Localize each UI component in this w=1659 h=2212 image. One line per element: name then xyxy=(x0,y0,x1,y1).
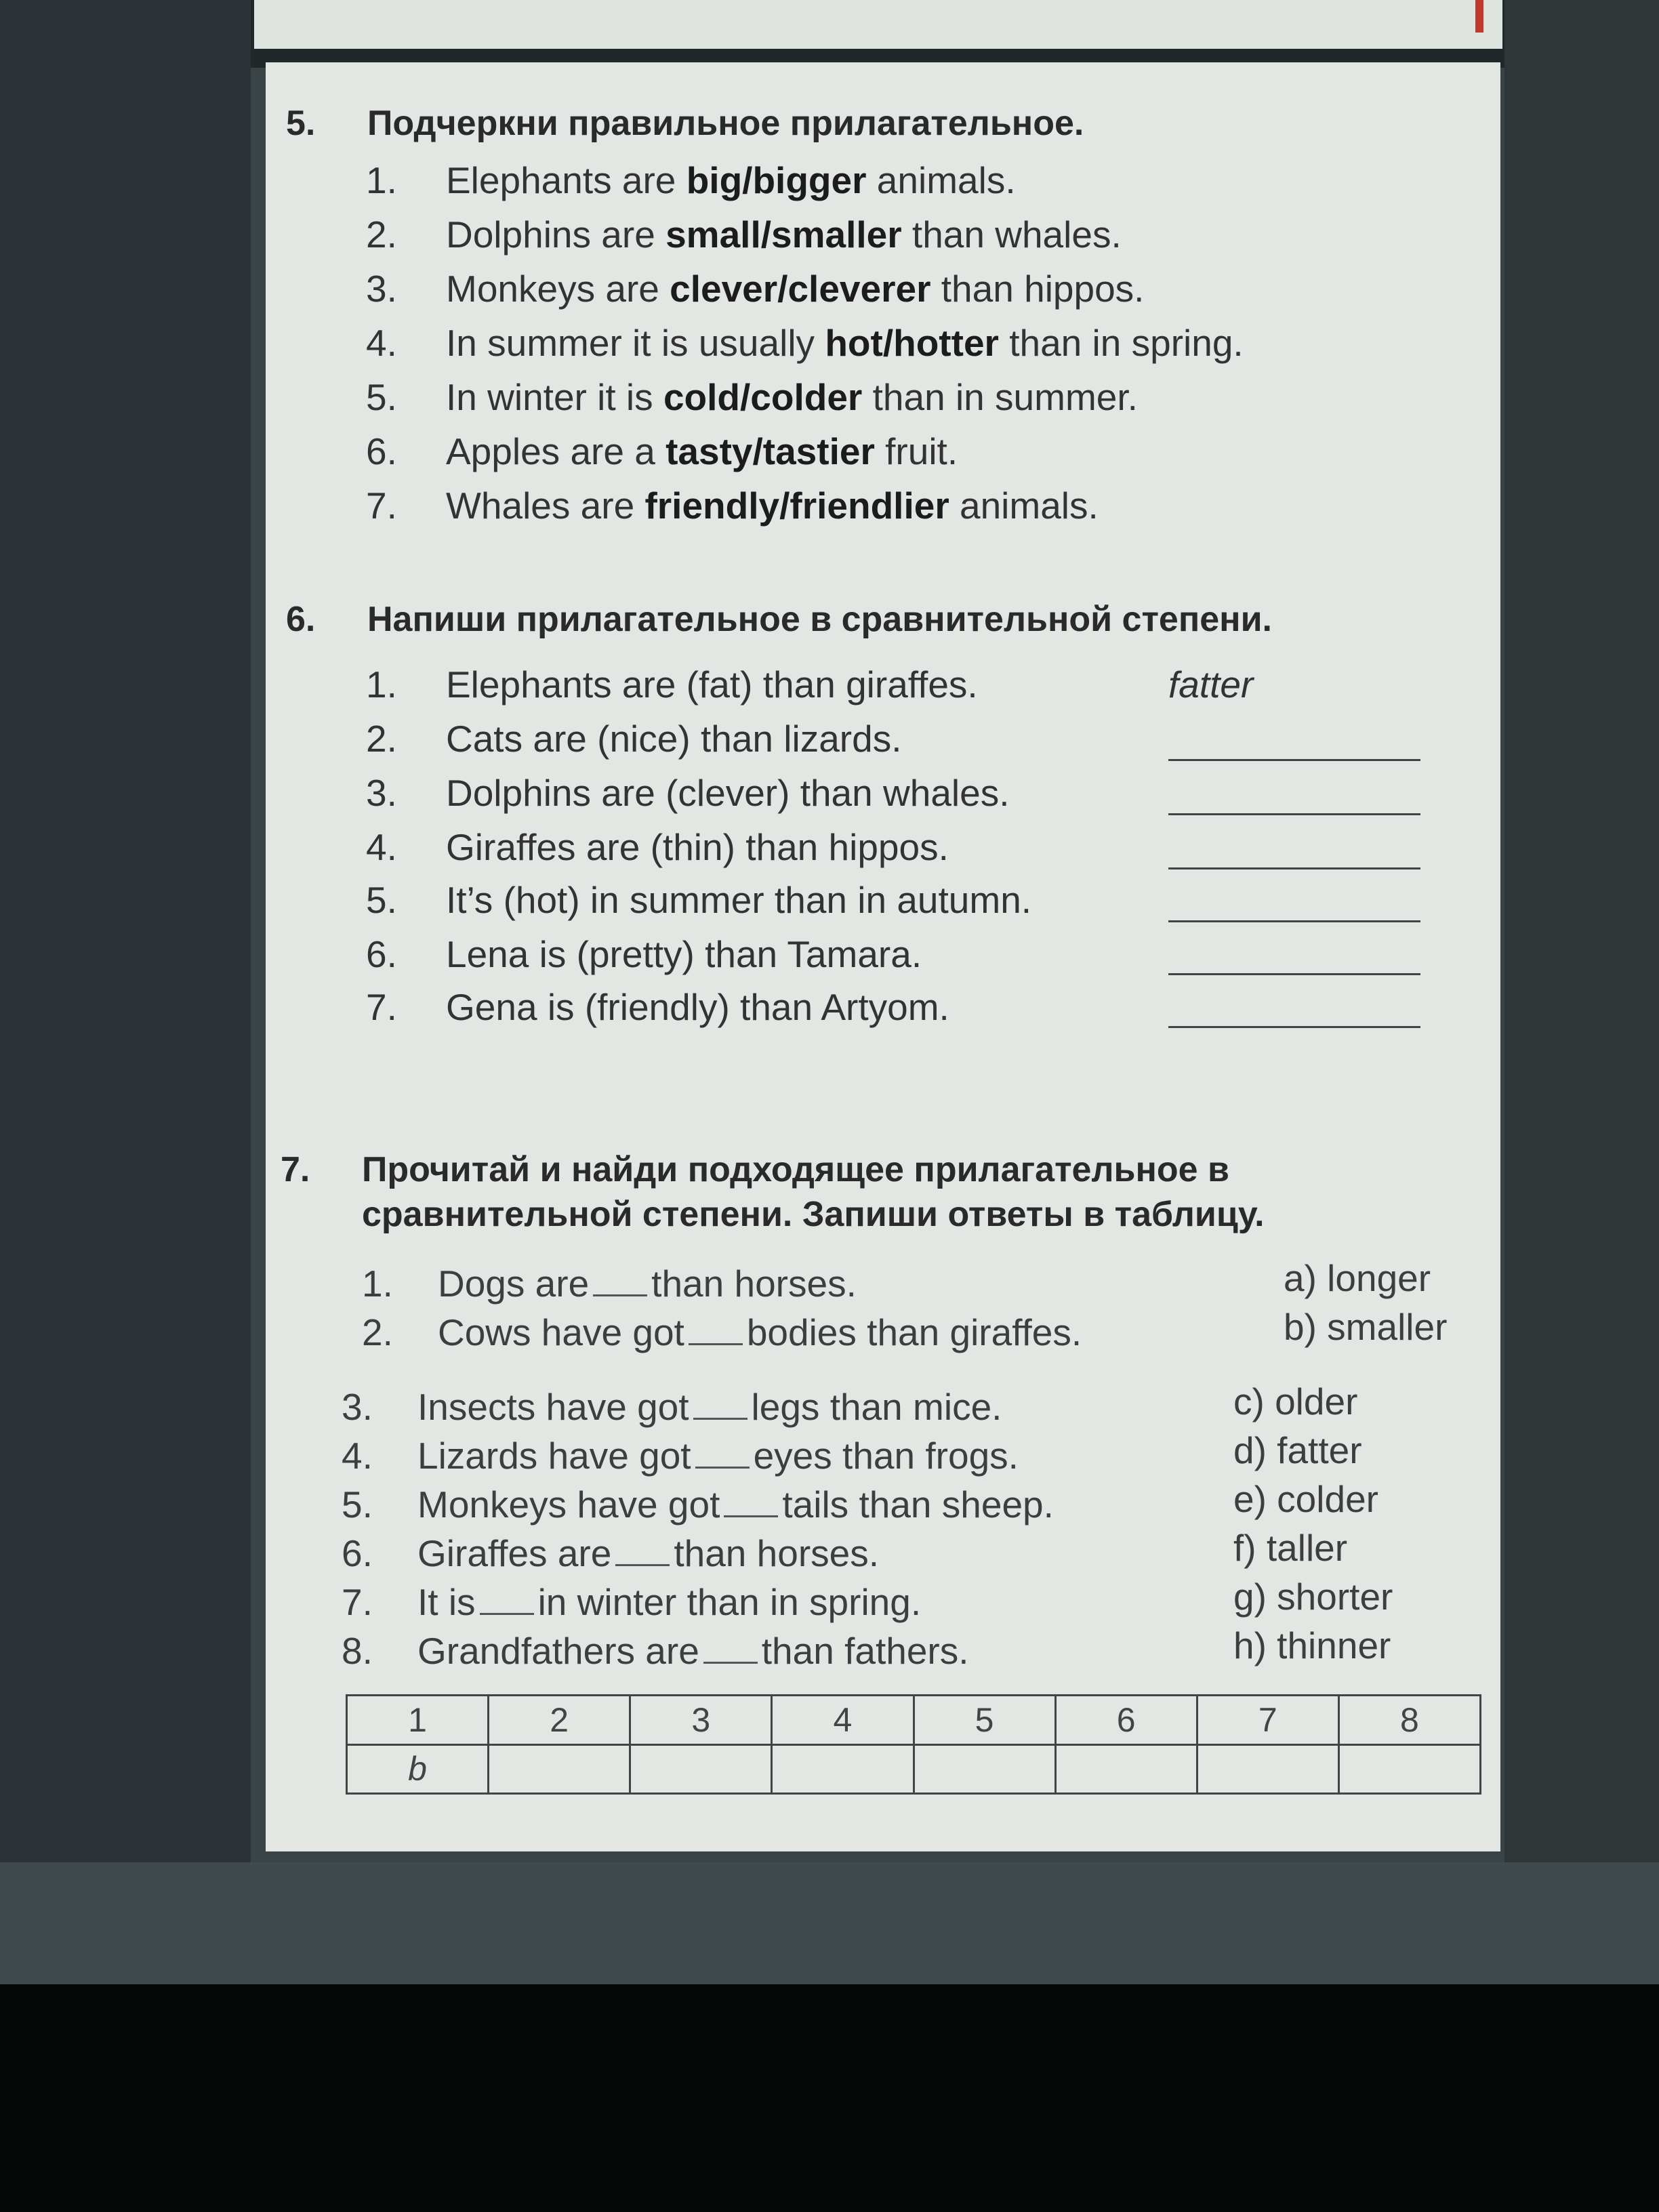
section-6-title: Напиши прилагательное в сравнительной степени. xyxy=(367,600,1272,639)
option-h: h) thinner xyxy=(1233,1624,1391,1666)
table-header-cell: 8 xyxy=(1338,1696,1480,1745)
answer-blank[interactable] xyxy=(1168,973,1420,975)
table-header-cell: 3 xyxy=(630,1696,772,1745)
section-7-title-line1: Прочитай и найди подходящее прилагательное в xyxy=(362,1150,1229,1189)
answer-blank[interactable] xyxy=(1168,759,1420,761)
table-header-cell: 6 xyxy=(1055,1696,1197,1745)
option-g: g) shorter xyxy=(1233,1576,1393,1618)
table-answer-cell[interactable] xyxy=(772,1744,914,1794)
table-answer-cell[interactable] xyxy=(489,1744,630,1794)
table-answer-cell[interactable] xyxy=(914,1744,1055,1794)
right-background xyxy=(1504,0,1659,1870)
screen-bottom-area xyxy=(0,1862,1659,1984)
answer-blank[interactable] xyxy=(1168,920,1420,922)
section-7-title-line2: сравнительной степени. Запиши ответы в таблицу. xyxy=(362,1195,1265,1234)
monitor-bottom-bezel xyxy=(0,1984,1659,2212)
table-header-cell: 2 xyxy=(489,1696,630,1745)
answer-blank[interactable] xyxy=(1168,867,1420,869)
table-answer-cell[interactable] xyxy=(1055,1744,1197,1794)
answer-blank[interactable] xyxy=(1168,1026,1420,1028)
worksheet-page: 5. Подчеркни правильное прилагательное. 1. Elephants are big/bigger animals. 2. Dolphins are small/smaller than whales. 3. Monkeys are clever/cleverer than hippos. 4. In summer it is usually hot/hotter than in spring. 5. In winter it is cold/colder than in summer. 6. Apples are a tasty/tastier fruit. 7. Whales are friendly/friendlier animals. 6. Напиши прилагательное в сравнительной степени. 1. Elephants are (fat) than giraffes. fatter 2. Cats are (nice) than lizards. 3. Dolphins are (clever) than whales. 4. Giraffes are (thin) than hippos. 5. It’s (hot) in summer than in autumn. 6. Lena is (pretty) than Tamara. 7. Gena is (friendly) than Artyom. 7. Прочитай и найди подходящее прилагательное в сравнительной степени. Запиши ответы в таблицу. 1. Dogs are than horses. 2. Cows have got bodies than giraffes. 3. Insects have got legs than mice. 4. Lizards have got eyes than frogs. 5. Monkeys have got tails than sheep. 6. Giraffes are than horses. 7. It is in winter than in spring. 8. Grandfathers are than fathers. a) longer b) smaller c) older d) fatter e) colder f) taller g) shorter h) thinner 1 2 3 4 5 6 7 8 b xyxy=(266,62,1500,1851)
section-5-number: 5. xyxy=(286,104,316,143)
option-e: e) colder xyxy=(1233,1478,1378,1520)
left-background xyxy=(0,0,251,1870)
table-answer-row xyxy=(347,1744,1481,1794)
table-header-cell: 4 xyxy=(772,1696,914,1745)
section-5-title: Подчеркни правильное прилагательное. xyxy=(367,104,1084,143)
table-answer-cell[interactable]: b xyxy=(347,1744,489,1794)
table-answer-cell[interactable] xyxy=(1197,1744,1338,1794)
answer-blank[interactable] xyxy=(1168,813,1420,815)
option-a: a) longer xyxy=(1284,1257,1431,1299)
table-answer-cell[interactable] xyxy=(1338,1744,1480,1794)
table-answer-cell[interactable] xyxy=(630,1744,772,1794)
option-f: f) taller xyxy=(1233,1527,1348,1569)
table-header-cell: 7 xyxy=(1197,1696,1338,1745)
answer-fatter: fatter xyxy=(1168,663,1254,705)
option-c: c) older xyxy=(1233,1380,1358,1422)
previous-page-edge xyxy=(254,0,1502,49)
table-header-row xyxy=(347,1696,1481,1745)
table-header-cell: 5 xyxy=(914,1696,1055,1745)
section-6-number: 6. xyxy=(286,600,316,639)
table-header-cell: 1 xyxy=(347,1696,489,1745)
section-7-number: 7. xyxy=(281,1150,310,1189)
red-margin-mark xyxy=(1475,0,1483,33)
answer-table xyxy=(346,1694,1481,1795)
option-d: d) fatter xyxy=(1233,1429,1362,1471)
option-b: b) smaller xyxy=(1284,1306,1448,1348)
